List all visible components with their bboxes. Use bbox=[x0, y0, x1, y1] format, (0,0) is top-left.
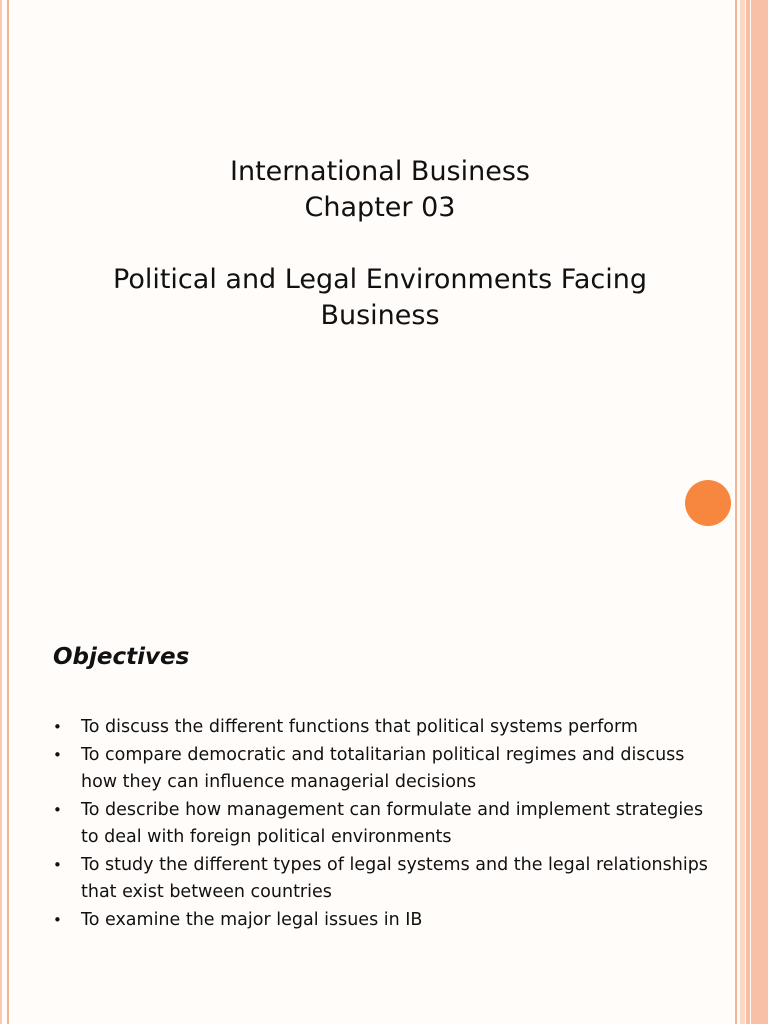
bullet-icon: • bbox=[53, 745, 62, 764]
objective-text: To describe how management can formulate and implement strategies to deal with foreign political environments bbox=[81, 799, 704, 847]
right-border-band bbox=[751, 0, 768, 1024]
objective-text: To examine the major legal issues in IB bbox=[81, 909, 423, 930]
title-line-chapter: Chapter 03 bbox=[304, 192, 456, 223]
orange-circle-icon bbox=[685, 480, 731, 526]
right-border-band-light bbox=[740, 0, 745, 1024]
left-border-line-inner bbox=[7, 0, 9, 1024]
objective-text: To study the different types of legal systems and the legal relationships that exist between countries bbox=[81, 854, 708, 902]
objective-text: To compare democratic and totalitarian political regimes and discuss how they can influence managerial decisions bbox=[81, 744, 685, 792]
title-gap bbox=[40, 226, 720, 262]
bullet-icon: • bbox=[53, 800, 62, 819]
objective-item bbox=[53, 852, 713, 907]
left-border-line bbox=[0, 0, 2, 1024]
right-border-line bbox=[735, 0, 737, 1024]
title-line-topic: Political and Legal Environments Facing bbox=[113, 264, 647, 295]
slide-title bbox=[40, 154, 720, 334]
bullet-icon: • bbox=[53, 718, 62, 736]
objective-item bbox=[53, 797, 713, 852]
title-line-course: International Business bbox=[230, 156, 530, 187]
bullet-icon: • bbox=[53, 910, 62, 929]
objective-text: To discuss the different functions that political systems perform bbox=[81, 717, 638, 737]
objective-item bbox=[53, 907, 713, 935]
title-line-topic-cont: Business bbox=[320, 300, 440, 331]
objectives-list bbox=[53, 714, 713, 934]
objectives-heading: Objectives bbox=[53, 644, 190, 670]
right-border-band-accent bbox=[746, 0, 750, 1024]
bullet-icon: • bbox=[53, 855, 62, 874]
objective-item bbox=[53, 742, 713, 797]
objective-item bbox=[53, 714, 713, 742]
